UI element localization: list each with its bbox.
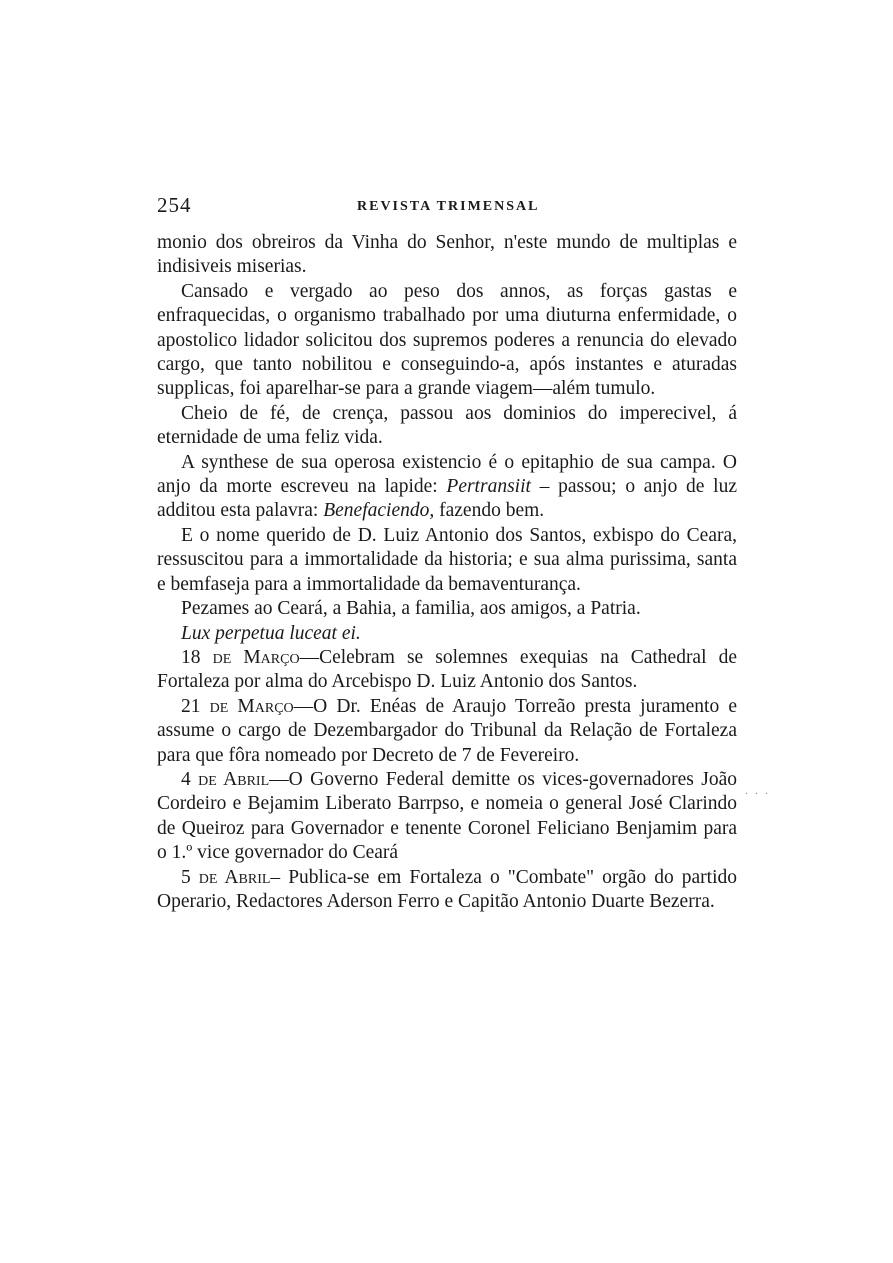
chronicle-entry: [157, 866, 737, 915]
paragraph-7-latin: [157, 622, 737, 646]
latin-epitaph: Lux perpetua luceat ei.: [181, 622, 361, 644]
paragraph-4-text-c: fazendo bem.: [439, 500, 545, 522]
paragraph-4-text-b: – passou; o anjo de luz additou esta palavra:: [157, 476, 737, 522]
journal-title: REVISTA TRIMENSAL: [357, 199, 540, 214]
paragraph-4: [157, 451, 737, 524]
paragraph-3: Cheio de fé, de crença, passou aos dominios do imperecivel, á eternidade de uma feliz vida.: [157, 402, 737, 449]
body-text: [157, 231, 737, 914]
entry-date: 5 de Abril: [181, 866, 271, 888]
paragraph-1: monio dos obreiros da Vinha do Senhor, n'este mundo de multiplas e indisiveis miserias.: [157, 232, 737, 278]
entry-text: —O Governo Federal demitte os vices-governadores João Cordeiro e Bejamim Liberato Barrpso, e nomeia o general José Clarindo de Queiroz para Governador e tenente Coronel Feliciano Benjamim para o 1.º vice governador do Ceará: [157, 768, 737, 864]
entry-text: —O Dr. Enéas de Araujo Torreão presta juramento e assume o cargo de Dezembargador do Tribunal da Relação de Fortaleza para que fôra nomeado por Decreto de 7 de Fevereiro.: [157, 695, 737, 766]
margin-mark: . . .: [745, 783, 770, 797]
page-number: 254: [157, 193, 192, 217]
paragraph-6: Pezames ao Ceará, a Bahia, a familia, aos amigos, a Patria.: [181, 598, 641, 620]
entry-text: —Celebram se solemnes exequias na Cathedral de Fortaleza por alma do Arcebispo D. Luiz Antonio dos Santos.: [157, 646, 737, 693]
latin-phrase-benefaciendo: Benefaciendo,: [323, 500, 435, 522]
chronicle-entry: [157, 695, 737, 768]
running-head: [157, 193, 737, 223]
paragraph-2: Cansado e vergado ao peso dos annos, as forças gastas e enfraquecidas, o organismo trabalhado por uma diuturna enfermidade, o apostolico lidador solicitou dos supremos poderes a renuncia do elevado cargo, que tanto nobilitou e conseguindo-a, após instantes e aturadas supplicas, foi aparelhar-se para a grande viagem—além tumulo.: [157, 280, 737, 400]
paragraph-5: E o nome querido de D. Luiz Antonio dos Santos, exbispo do Ceara, ressuscitou para a immortalidade da historia; e sua alma purissima, santa e bemfaseja para a immortalidade da bemaventurança.: [157, 524, 737, 595]
latin-phrase-pertransiit: Pertransiit: [446, 476, 531, 498]
entry-date: 18 de Março: [181, 646, 300, 668]
document-page: [157, 193, 737, 914]
entry-date: 21 de Março: [181, 695, 294, 717]
entry-text: – Publica-se em Fortaleza o "Combate" orgão do partido Operario, Redactores Aderson Ferro e Capitão Antonio Duarte Bezerra.: [157, 866, 737, 912]
entry-date: 4 de Abril: [181, 768, 270, 790]
chronicle-entry: [157, 646, 737, 695]
paragraph-4-text-a: A synthese de sua operosa existencio é o epitaphio de sua campa. O anjo da morte escreveu na lapide:: [157, 451, 737, 498]
chronicle-entry: [157, 768, 737, 866]
